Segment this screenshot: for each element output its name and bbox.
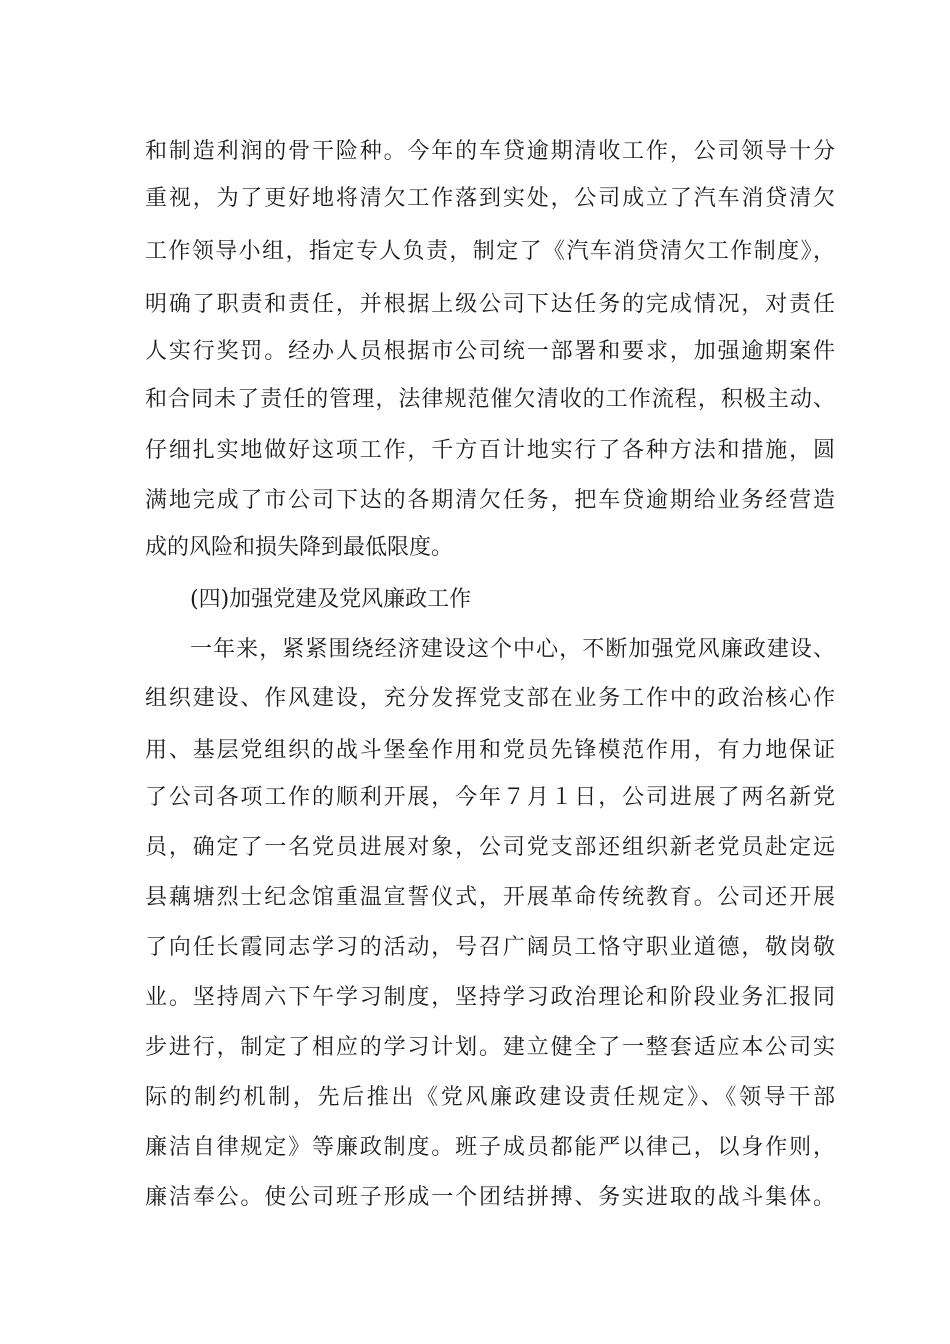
- paragraph-line: 了向任长霞同志学习的活动，号召广阔员工恪守职业道德，敬岗敬: [145, 935, 835, 960]
- paragraph-line: 了公司各项工作的顺利开展，今年７月１日，公司进展了两名新党: [145, 785, 835, 810]
- paragraph-line: 县藕塘烈士纪念馆重温宣誓仪式，开展革命传统教育。公司还开展: [145, 885, 835, 910]
- paragraph-line: 明确了职责和责任，并根据上级公司下达任务的完成情况，对责任: [145, 292, 835, 317]
- paragraph-line: 用、基层党组织的战斗堡垒作用和党员先锋模范作用，有力地保证: [145, 738, 835, 763]
- paragraph-line: 一年来，紧紧围绕经济建设这个中心，不断加强党风廉政建设、: [190, 637, 835, 662]
- paragraph-line: 和制造利润的骨干险种。今年的车贷逾期清收工作，公司领导十分: [145, 139, 835, 164]
- paragraph-line: 重视，为了更好地将清欠工作落到实处，公司成立了汽车消贷清欠: [145, 186, 835, 211]
- section-heading: (四)加强党建及党风廉政工作: [190, 587, 472, 612]
- paragraph-line: 员，确定了一名党员进展对象，公司党支部还组织新老党员赴定远: [145, 835, 835, 860]
- paragraph-line: 成的风险和损失降到最低限度。: [145, 535, 454, 560]
- paragraph-line: 廉洁自律规定》等廉政制度。班子成员都能严以律己，以身作则，: [145, 1135, 835, 1160]
- paragraph-line: 仔细扎实地做好这项工作，千方百计地实行了各种方法和措施，圆: [145, 438, 835, 463]
- paragraph-line: 业。坚持周六下午学习制度，坚持学习政治理论和阶段业务汇报同: [145, 985, 835, 1010]
- paragraph-line: 组织建设、作风建设，充分发挥党支部在业务工作中的政治核心作: [145, 686, 835, 711]
- paragraph-line: 人实行奖罚。经办人员根据市公司统一部署和要求，加强逾期案件: [145, 339, 835, 364]
- paragraph-line: 廉洁奉公。使公司班子形成一个团结拼搏、务实进取的战斗集体。: [145, 1185, 835, 1210]
- paragraph-line: 工作领导小组，指定专人负责，制定了《汽车消贷清欠工作制度》，: [145, 239, 835, 264]
- paragraph-line: 满地完成了市公司下达的各期清欠任务，把车贷逾期给业务经营造: [145, 488, 835, 513]
- paragraph-line: 步进行，制定了相应的学习计划。建立健全了一整套适应本公司实: [145, 1035, 835, 1060]
- paragraph-line: 际的制约机制，先后推出《党风廉政建设责任规定》、《领导干部: [145, 1085, 835, 1110]
- paragraph-line: 和合同未了责任的管理，法律规范催欠清收的工作流程，积极主动、: [145, 387, 835, 412]
